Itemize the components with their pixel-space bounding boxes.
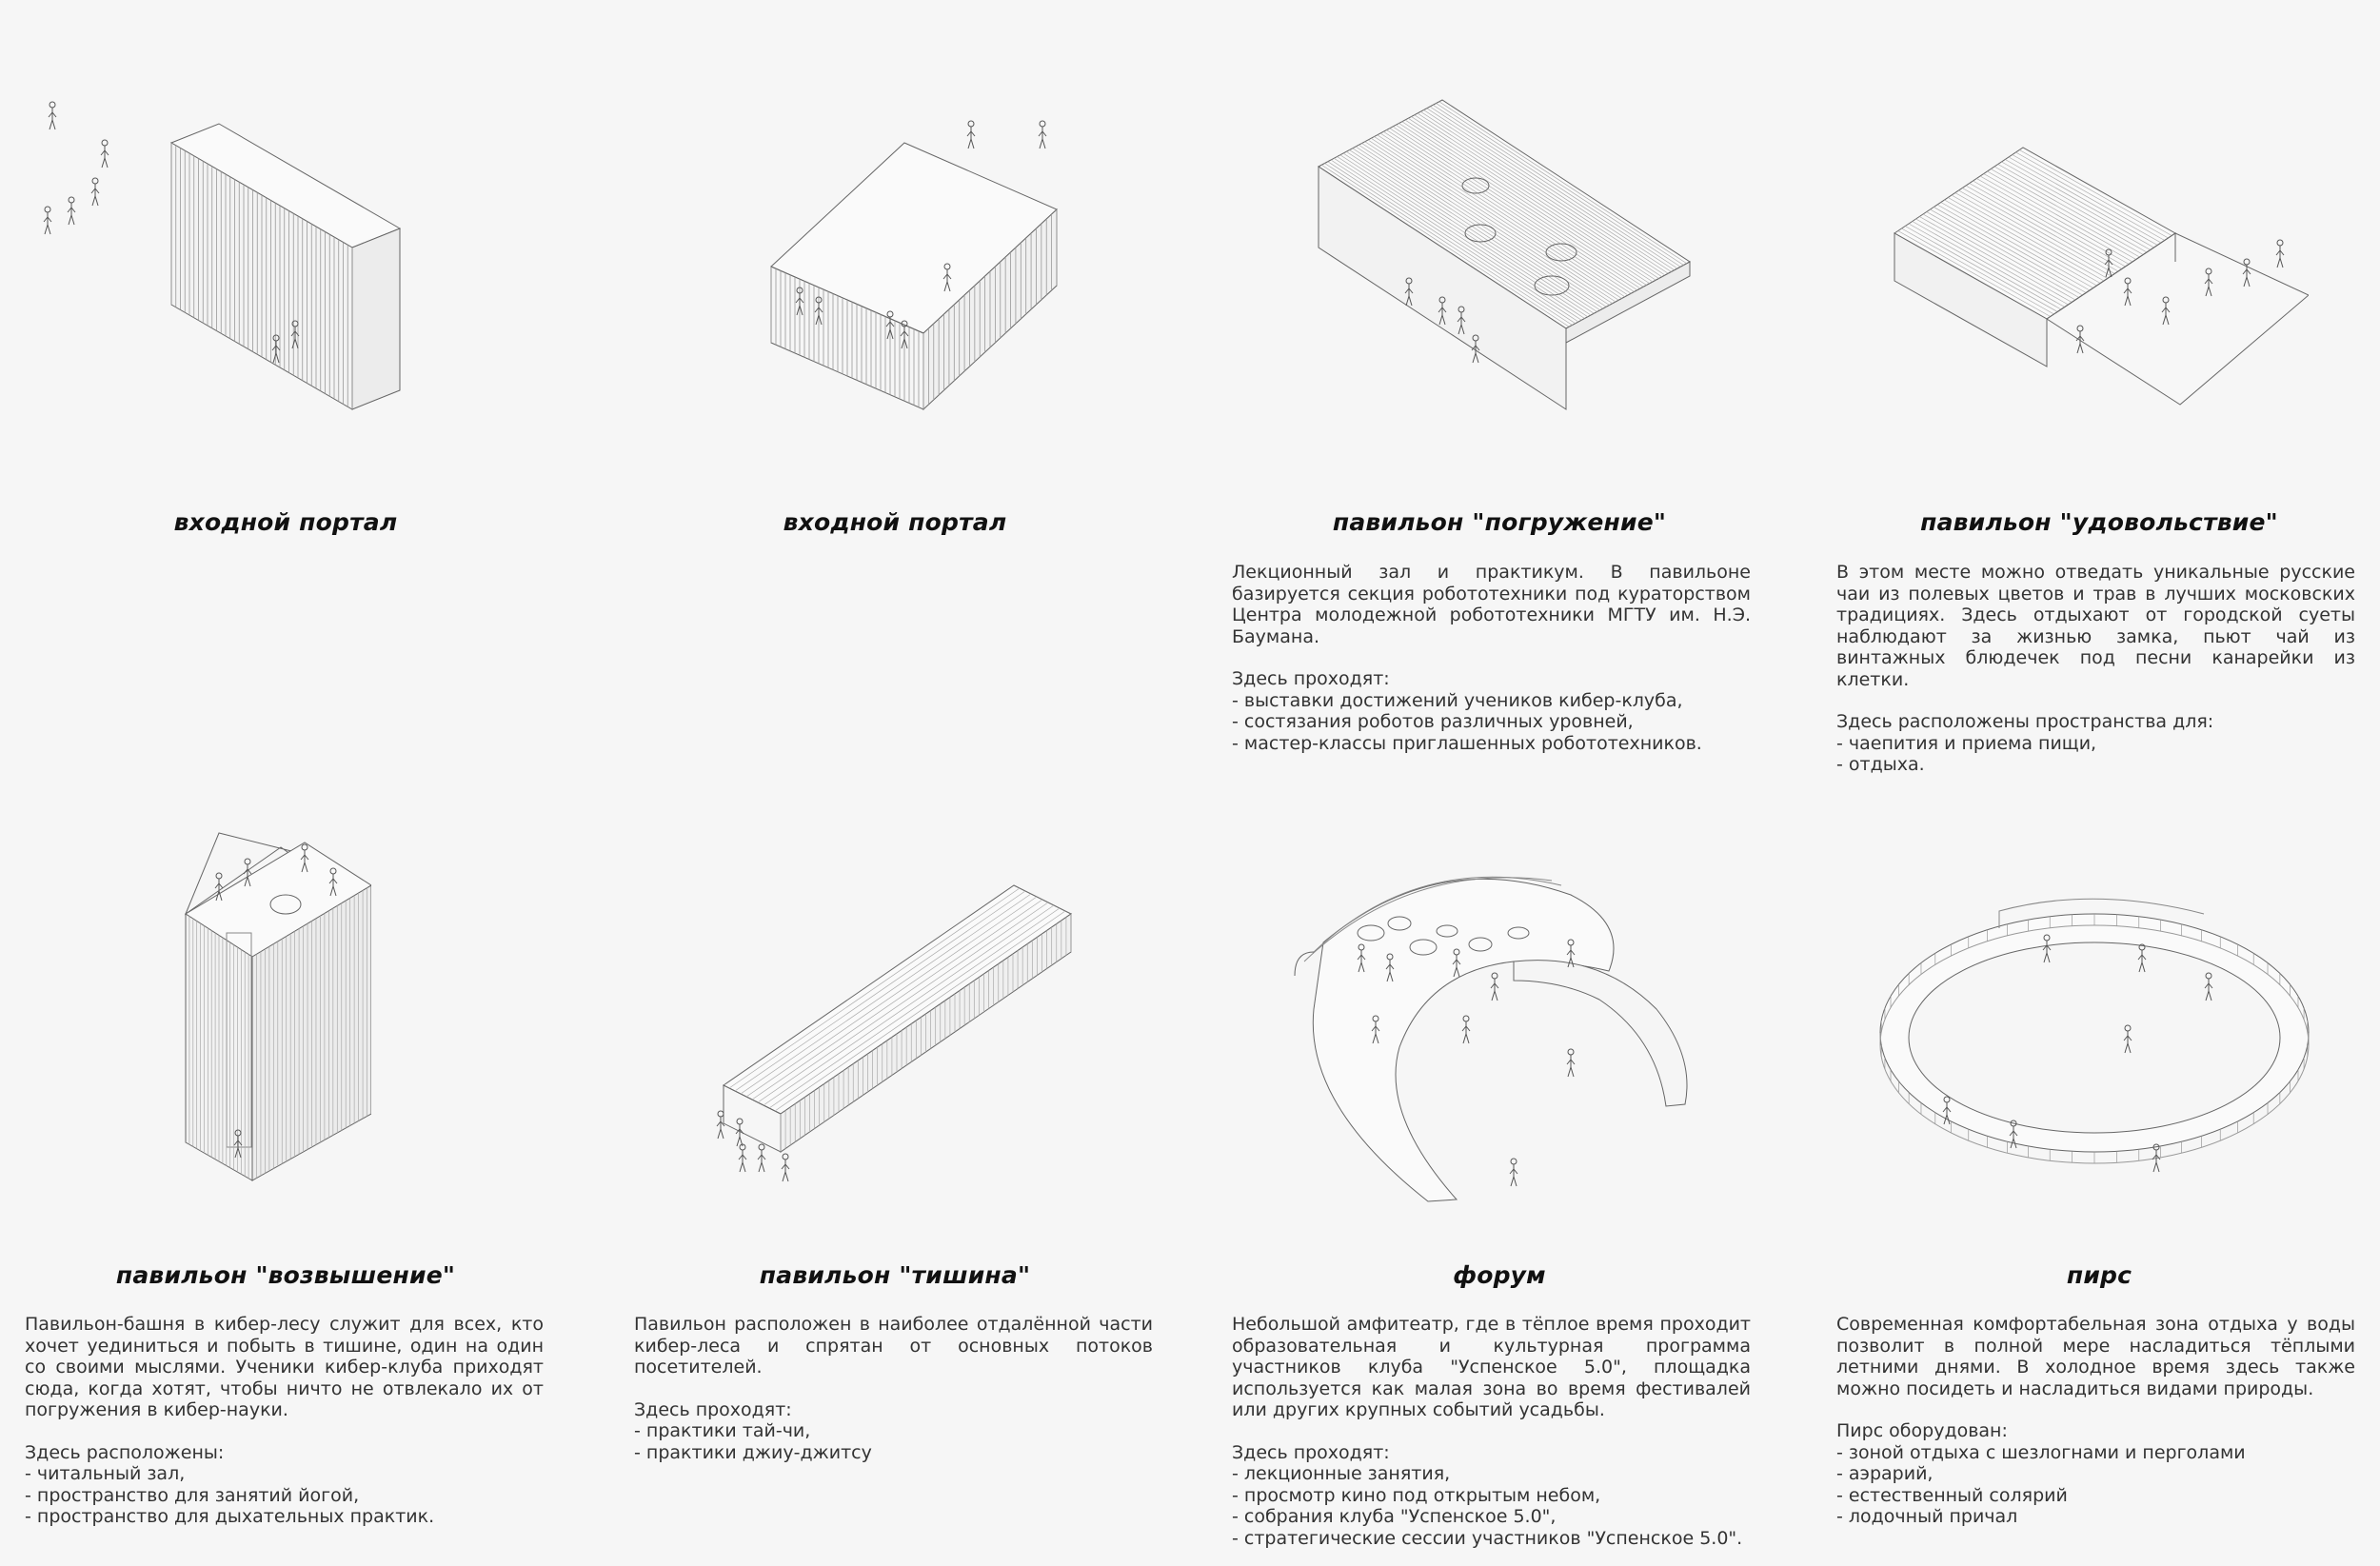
forum-drawing: [1285, 857, 1733, 1219]
pavilion-silence-description: [634, 1314, 1153, 1463]
description-intro: Небольшой амфитеатр, где в тёплое время проходит образовательная и культурная программа участников клуба "Успенское 5.0", площадка используется как малая зона во время фестивалей или других крупных событий усадьбы.: [1232, 1314, 1751, 1420]
description-list: [1232, 1463, 1751, 1549]
list-item: - чаепития и приема пищи,: [1836, 732, 2097, 754]
list-item: - лекционные занятия,: [1232, 1463, 1451, 1484]
entrance-portal-2-drawing: [743, 95, 1085, 438]
pier-axonometric: [1871, 890, 2318, 1176]
pavilion-silence-axonometric: [709, 876, 1081, 1199]
pavilion-pleasure-drawing: [1890, 138, 2309, 424]
pavilion-pleasure-description: [1836, 562, 2355, 776]
pavilion-elevation-description: [25, 1314, 544, 1528]
list-item: - стратегические сессии участников "Успенское 5.0".: [1232, 1527, 1743, 1549]
description-subhead: Здесь расположены пространства для:: [1836, 711, 2214, 732]
list-item: - пространство для занятий йогой,: [25, 1484, 360, 1506]
list-item: - практики джиу-джитсу: [634, 1441, 872, 1463]
pavilion-silence-drawing: [709, 876, 1081, 1199]
list-item: - читальный зал,: [25, 1463, 186, 1484]
cell-title: пирс: [2066, 1261, 2132, 1289]
cell-title: павильон "удовольствие": [1920, 508, 2278, 536]
description-subhead: Здесь проходят:: [634, 1398, 792, 1420]
description-intro: Современная комфортабельная зона отдыха у воды позволит в полной мере насладиться тёплыми летними днями. В холодное время здесь также можно посидеть и насладиться видами природы.: [1836, 1314, 2355, 1399]
forum-description: [1232, 1314, 1751, 1549]
list-item: - естественный солярий: [1836, 1484, 2068, 1506]
forum-axonometric: [1285, 857, 1733, 1219]
list-item: - состязания роботов различных уровней,: [1232, 711, 1634, 732]
pavilion-elevation-drawing: [181, 828, 371, 1190]
list-item: - зоной отдыха с шезлогнами и перголами: [1836, 1441, 2246, 1463]
cell-title: входной портал: [783, 508, 1007, 536]
description-list: [1836, 1442, 2355, 1528]
list-item: - практики тай-чи,: [634, 1420, 811, 1441]
entrance-portal-1-axonometric: [38, 86, 476, 428]
cell-title: форум: [1453, 1261, 1546, 1289]
pier-drawing: [1871, 890, 2318, 1176]
entrance-portal-1-drawing: [38, 86, 476, 428]
description-list: [634, 1420, 1153, 1463]
description-intro: В этом месте можно отведать уникальные русские чаи из полевых цветов и трав в лучших московских традициях. Здесь отдыхают от городской суеты наблюдают за жизнью замка, пьют чай из винтажных блюдечек под песни канарейки из клетки.: [1836, 562, 2355, 690]
cell-title: павильон "тишина": [759, 1261, 1031, 1289]
pavilion-elevation-axonometric: [181, 828, 371, 1190]
cell-title: павильон "возвышение": [115, 1261, 456, 1289]
description-intro: Лекционный зал и практикум. В павильоне базируется секция робототехники под кураторством Центра молодежной робототехники МГТУ им. Н.Э. Баумана.: [1232, 562, 1751, 647]
list-item: - мастер-классы приглашенных робототехников.: [1232, 732, 1702, 754]
cell-title: павильон "погружение": [1332, 508, 1667, 536]
list-item: - просмотр кино под открытым небом,: [1232, 1484, 1601, 1506]
list-item: - собрания клуба "Успенское 5.0",: [1232, 1506, 1557, 1527]
pavilion-immersion-axonometric: [1309, 81, 1709, 424]
pier-description: [1836, 1314, 2355, 1528]
list-item: - пространство для дыхательных практик.: [25, 1506, 435, 1527]
list-item: - лодочный причал: [1836, 1506, 2018, 1527]
pavilion-immersion-drawing: [1309, 81, 1709, 424]
list-item: - выставки достижений учеников кибер-клуба,: [1232, 689, 1683, 711]
description-intro: Павильон расположен в наиболее отдалённой части кибер-леса и спрятан от основных потоков посетителей.: [634, 1314, 1153, 1378]
list-item: - аэрарий,: [1836, 1463, 1934, 1484]
description-subhead: Здесь проходят:: [1232, 668, 1390, 689]
pavilion-immersion-description: [1232, 562, 1751, 754]
description-list: [1232, 690, 1751, 755]
description-list: [25, 1463, 544, 1528]
description-subhead: Здесь проходят:: [1232, 1441, 1390, 1463]
description-subhead: Здесь расположены:: [25, 1441, 225, 1463]
pavilion-pleasure-axonometric: [1890, 138, 2309, 424]
list-item: - отдыха.: [1836, 754, 1925, 775]
description-list: [1836, 733, 2355, 776]
description-subhead: Пирс оборудован:: [1836, 1420, 2008, 1441]
entrance-portal-2-axonometric: [743, 95, 1085, 438]
cell-title: входной портал: [173, 508, 398, 536]
description-intro: Павильон-башня в кибер-лесу служит для всех, кто хочет уединиться и побыть в тишине, один на один со своими мыслями. Ученики кибер-клуба приходят сюда, когда хотят, чтобы ничто не отвлекало их от погружения в кибер-науки.: [25, 1314, 544, 1420]
